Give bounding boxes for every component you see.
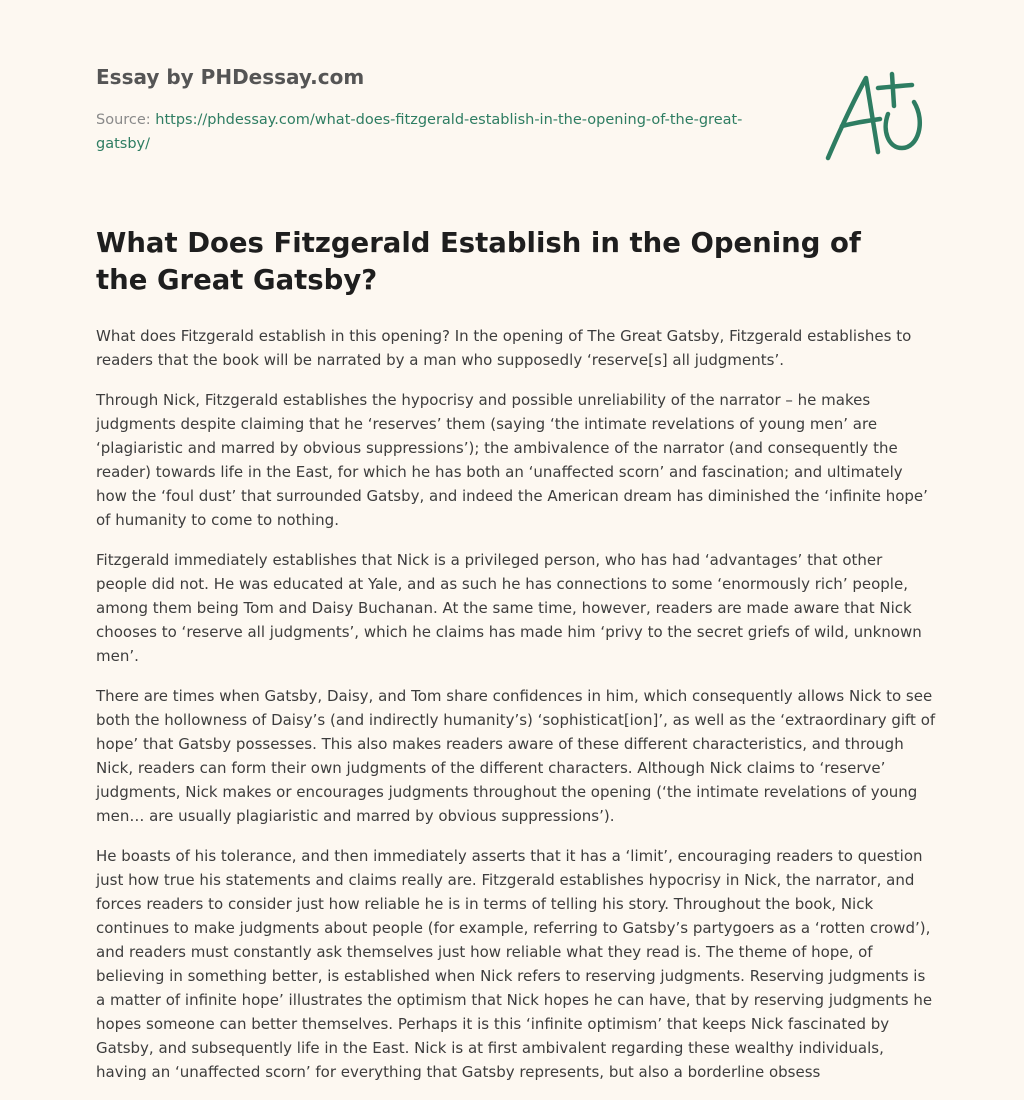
- source-line: [96, 108, 776, 156]
- article-title: What Does Fitzgerald Establish in the Opening of the Great Gatsby?: [96, 227, 861, 296]
- source-label: Source:: [96, 112, 151, 128]
- source-link[interactable]: https://phdessay.com/what-does-fitzgerald-establish-in-the-opening-of-the-great-gatsby/: [96, 112, 743, 152]
- paragraph: Through Nick, Fitzgerald establishes the hypocrisy and possible unreliability of the narrator – he makes judgments despite claiming that he ‘reserves’ them (saying ‘the intimate revelations of young men’ are ‘plagiaristic and marred by obvious suppressions’); the ambivalence of the narrator (and consequently the reader) towards life in the East, for which he has both an ‘unaffected scorn’ and fascination; and ultimately how the ‘foul dust’ that surrounded Gatsby, and indeed the American dream has diminished the ‘infinite hope’ of humanity to come to nothing.: [96, 391, 928, 529]
- page-header: [96, 62, 776, 156]
- paragraph: There are times when Gatsby, Daisy, and Tom share confidences in him, which consequently allows Nick to see both the hollowness of Daisy’s (and indirectly humanity’s) ‘sophisticat[ion]’, as well as the ‘extraordinary gift of hope’ that Gatsby possesses. This also makes readers aware of these different characteristics, and through Nick, readers can form their own judgments of the different characters. Although Nick claims to ‘reserve’ judgments, Nick makes or encourages judgments throughout the opening (‘the intimate revelations of young men… are usually plagiaristic and marred by obvious suppressions’).: [96, 687, 936, 825]
- article-body: [96, 324, 936, 1100]
- brand-title: Essay by PHDessay.com: [96, 65, 365, 89]
- a-plus-logo-icon: [818, 66, 930, 166]
- paragraph: Fitzgerald immediately establishes that Nick is a privileged person, who has had ‘advantages’ that other people did not. He was educated at Yale, and as such he has connections to some ‘enormously rich’ people, among them being Tom and Daisy Buchanan. At the same time, however, readers are made aware that Nick chooses to ‘reserve all judgments’, which he claims has made him ‘privy to the secret griefs of wild, unknown men’.: [96, 551, 922, 665]
- paragraph: He boasts of his tolerance, and then immediately asserts that it has a ‘limit’, encouraging readers to question just how true his statements and claims really are. Fitzgerald establishes hypocrisy in Nick, the narrator, and forces readers to consider just how reliable he is in terms of telling his story. Throughout the book, Nick continues to make judgments about people (for example, referring to Gatsby’s partygoers as a ‘rotten crowd’), and readers must constantly ask themselves just how reliable what they read is. The theme of hope, of believing in something better, is established when Nick refers to reserving judgments. Reserving judgments is a matter of infinite hope’ illustrates the optimism that Nick hopes he can have, that by reserving judgments he hopes someone can better themselves. Perhaps it is this ‘infinite optimism’ that keeps Nick fascinated by Gatsby, and subsequently life in the East. Nick is at first ambivalent regarding these wealthy individuals, having an ‘unaffected scorn’ for everything that Gatsby represents, but also a borderline obsess: [96, 847, 933, 1081]
- paragraph: What does Fitzgerald establish in this opening? In the opening of The Great Gatsby, Fitzgerald establishes to readers that the book will be narrated by a man who supposedly ‘reserve[s] all judgments’.: [96, 327, 912, 369]
